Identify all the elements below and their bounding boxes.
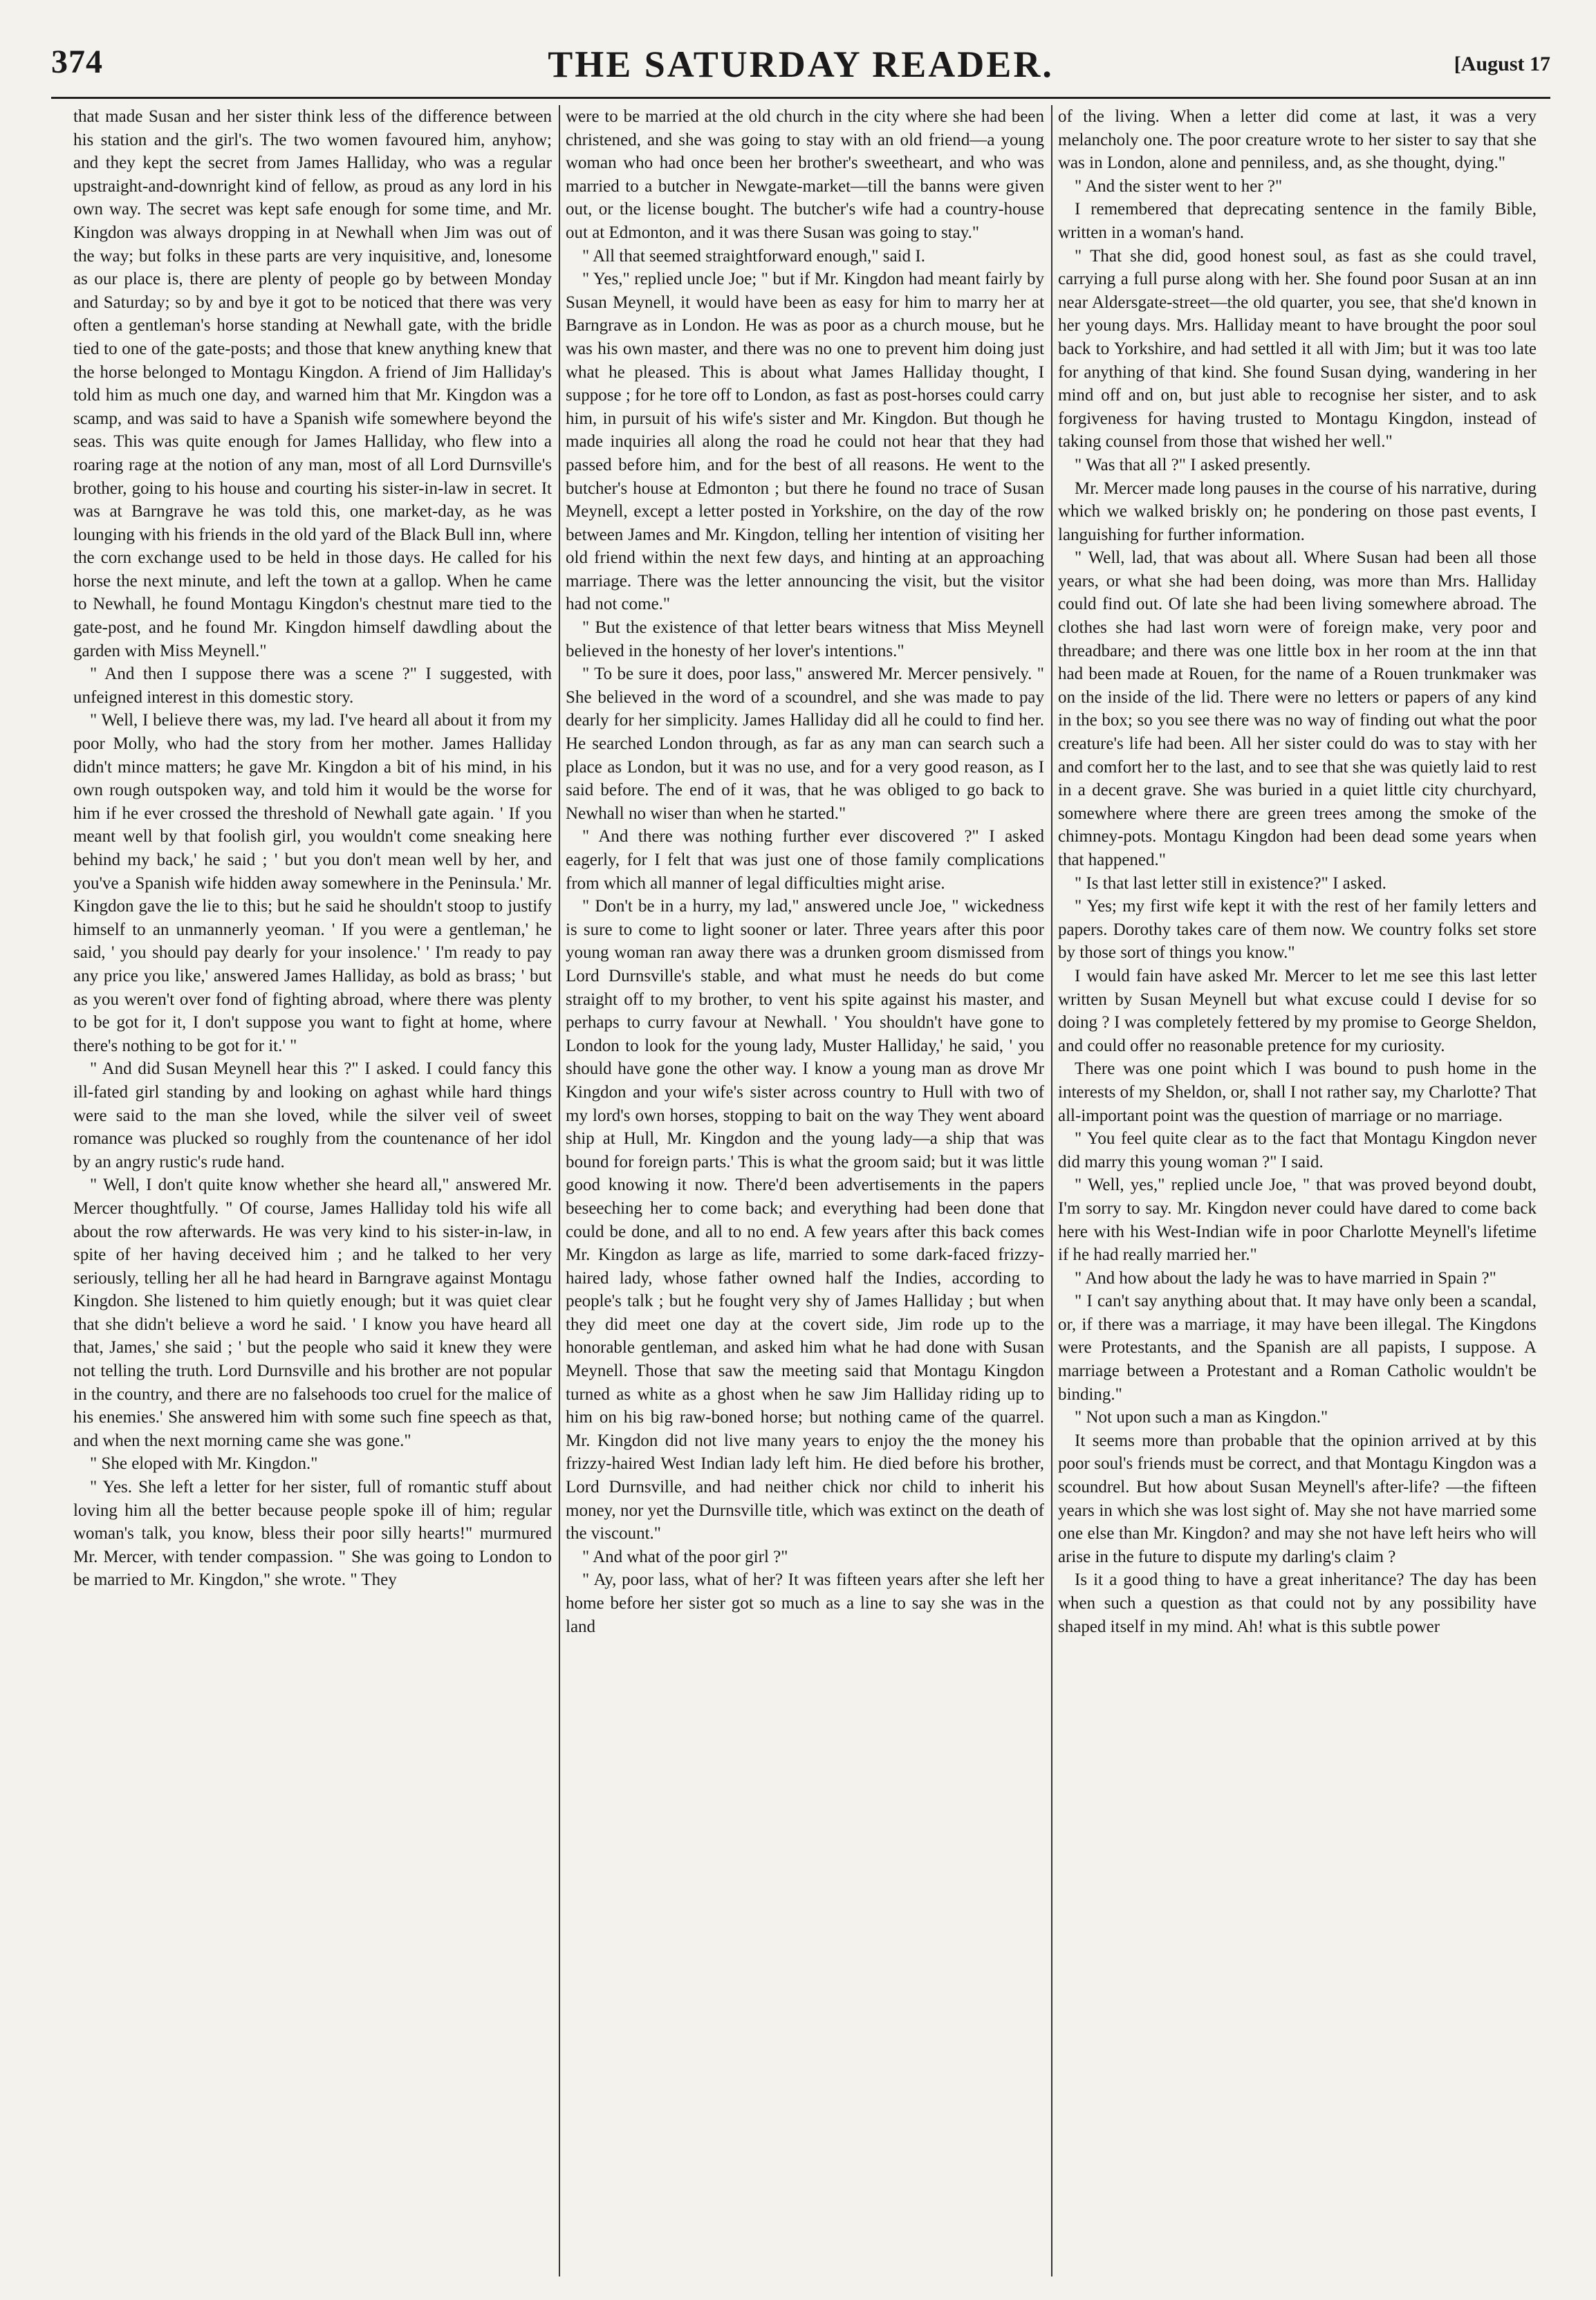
paragraph: " Well, I don't quite know whether she heard all," answered Mr. Mercer thoughtfully. " Of course, James Halliday told his wife all about the row afterwards. He was very kind to his sister-in-law, in spite of her having deceived him ; and he talked to her very seriously, telling her all he had heard in Barngrave against Montagu Kingdon. She listened to him quietly enough; but it was quiet clear that she didn't believe a word he said. ' I know you have heard all that, James,' she said ; ' but the people who said it knew they were not telling the truth. Lord Durnsville and his brother are not popular in the country, and there are no falsehoods too cruel for the malice of his enemies.' She answered him with some such fine speech as that, and when the next morning came she was gone." xyxy=(73,1176,552,1450)
text-column-2 xyxy=(566,105,1044,2276)
paragraph: " And then I suppose there was a scene ?" I suggested, with unfeigned interest in this domestic story. xyxy=(73,665,552,707)
page-number: 374 xyxy=(51,44,103,80)
paragraph: " And there was nothing further ever discovered ?" I asked eagerly, for I felt that was just one of those family complications from which all manner of legal difficulties might arise. xyxy=(566,827,1044,893)
paragraph: Mr. Mercer made long pauses in the course of his narrative, during which we walked briskly on; he pondering on those past events, I languishing for further information. xyxy=(1058,479,1537,544)
paragraph: Is it a good thing to have a great inheritance? The day has been when such a question as that could not by any possibility have shaped itself in my mind. Ah! what is this subtle power xyxy=(1058,1570,1537,1636)
paragraph: " Was that all ?" I asked presently. xyxy=(1075,455,1311,474)
publication-title: THE SATURDAY READER. xyxy=(548,44,1054,85)
paragraph: were to be married at the old church in the city where she had been christened, and she was going to stay with an old friend—a young woman who had once been her brother's sweetheart, and who was married to a butcher in Newgate-market—till the banns were given out, or the license bought. The butcher's wife had a country-house out at Edmonton, and it was there Susan was going to stay." xyxy=(566,107,1044,242)
paragraph: " And the sister went to her ?" xyxy=(1075,176,1283,196)
paragraph: " Don't be in a hurry, my lad," answered uncle Joe, " wickedness is sure to come to light sooner or later. Three years after this poor young woman ran away there was a drunken groom dismissed from Lord Durnsville's stable, and what must he needs do but come straight off to my brother, to vent his spite against his master, and perhaps to curry favour at Newhall. ' You shouldn't have gone to London to look for the young lady, Muster Halliday,' he said, ' you should have gone the other way. I know a young man as drove Mr Kingdon and your wife's sister across country to Hull with two of my lord's own horses, stopping to bait on the way They went aboard ship at Hull, Mr. Kingdon and the young lady—a ship that was bound for foreign parts.' This is what the groom said; but it was little good knowing it now. There'd been advertisements in the papers beseeching her to come back; and everything had been done that could be done, and all to no end. A few years after this back comes Mr. Kingdon as large as life, married to some dark-faced frizzy-haired lady, whose father owned half the Indies, according to people's talk ; but he fought very shy of James Halliday ; but when they did meet one day at the covert side, Jim rode up to the honorable gentleman, and asked him what he had done with Susan Meynell. Those that saw the meeting said that Montagu Kingdon turned as white as a ghost when he saw Jim Halliday riding up to him on his big raw-boned horse; but nothing came of the quarrel. Mr. Kingdon did not live many years to enjoy the the money his frizzy-haired West Indian lady left him. He died before his brother, Lord Durnsville, and had neither chick nor child to inherit his money, nor yet the Durnsville title, which was extinct on the death of the viscount." xyxy=(566,897,1044,1543)
text-column-3 xyxy=(1058,105,1537,2276)
paragraph: " Ay, poor lass, what of her? It was fifteen years after she left her home before her sister got so much as a line to say she was in the land xyxy=(566,1570,1044,1636)
paragraph: " Well, yes," replied uncle Joe, " that was proved beyond doubt, I'm sorry to say. Mr. Kingdon never could have dared to come back here with his West-Indian wife in poor Charlotte Meynell's lifetime if he had really married her." xyxy=(1058,1176,1537,1265)
paragraph: of the living. When a letter did come at last, it was a very melancholy one. The poor creature wrote to her sister to say that she was in London, alone and penniless, and, as she thought, dying." xyxy=(1058,107,1537,173)
paragraph: " And how about the lady he was to have married in Spain ?" xyxy=(1075,1268,1496,1288)
paragraph: that made Susan and her sister think less of the difference between his station and the girl's. The two women favoured him, anyhow; and they kept the secret from James Halliday, who was a regular upstraight-and-downright kind of fellow, as proud as any lord in his own way. The secret was kept safe enough for some time, and Mr. Kingdon was always dropping in at Newhall when Jim was out of the way; but folks in these parts are very inquisitive, and, lonesome as our place is, there are plenty of people go by between Monday and Saturday; so by and bye it got to be noticed that there was very often a gentleman's horse standing at Newhall gate, with the bridle tied to one of the gate-posts; and those that knew anything knew that the horse belonged to Montagu Kingdon. A friend of Jim Halliday's told him as much one day, and warned him that Mr. Kingdon was a scamp, and was said to have a Spanish wife somewhere beyond the seas. This was quite enough for James Halliday, who flew into a roaring rage at the notion of any man, most of all Lord Durnsville's brother, going to his house and courting his sister-in-law in secret. It was at Barngrave he was told this, one market-day, as he was lounging with his friends in the old yard of the Black Bull inn, where the corn exchange used to be held in those days. He called for his horse the next minute, and left the town at a gallop. When he came to Newhall, he found Montagu Kingdon's chestnut mare tied to the gate-post, and he found Mr. Kingdon himself dawdling about the garden with Miss Meynell." xyxy=(73,107,552,660)
paragraph: " Yes. She left a letter for her sister, full of romantic stuff about loving him all the better because people spoke ill of him; regular woman's talk, you know, bless their poor silly hearts!" murmured Mr. Mercer, with tender compassion. " She was going to London to be married to Mr. Kingdon," she wrote. " They xyxy=(73,1478,552,1590)
paragraph: " Well, lad, that was about all. Where Susan had been all those years, or what she had been doing, was more than Mrs. Halliday could find out. Of late she had been living somewhere abroad. The clothes she had last worn were of foreign make, very poor and threadbare; and there was one little box in her room at the inn that had been made at Rouen, for the name of a Rouen trunkmaker was on the inside of the lid. There were no letters or papers of any kind in the box; so you see there was no way of finding out what the poor creature's life had been. All her sister could do was to stay with her and comfort her to the last, and to see that she was quietly laid to rest in a decent grave. She was buried in a quiet little city churchyard, somewhere where there are green trees among the smoke of the chimney-pots. Montagu Kingdon had been dead some years when that happened." xyxy=(1058,548,1537,869)
paragraph: " But the existence of that letter bears witness that Miss Meynell believed in the honesty of her lover's intentions." xyxy=(566,618,1044,660)
paragraph: It seems more than probable that the opinion arrived at by this poor soul's friends must be correct, and that Montagu Kingdon was a scoundrel. But how about Susan Meynell's after-life? —the fifteen years in which she was lost sight of. May she not have married some one else than Mr. Kingdon? and may she not have left heirs who will arise in the future to dispute my darling's claim ? xyxy=(1058,1431,1537,1566)
paragraph: " Not upon such a man as Kingdon." xyxy=(1075,1408,1328,1427)
paragraph: " You feel quite clear as to the fact that Montagu Kingdon never did marry this young woman ?" I said. xyxy=(1058,1129,1537,1171)
paragraph: " And did Susan Meynell hear this ?" I asked. I could fancy this ill-fated girl standing by and looking on aghast while hard things were said to the man she loved, while the silver veil of sweet romance was plucked so roughly from the countenance of her idol by an angry rustic's rude hand. xyxy=(73,1059,552,1171)
paragraph: " All that seemed straightforward enough," said I. xyxy=(582,246,925,266)
paragraph: " Yes," replied uncle Joe; " but if Mr. Kingdon had meant fairly by Susan Meynell, it would have been as easy for him to marry her at Barngrave as in London. He was as poor as a church mouse, but he was his own master, and there was no one to prevent him doing just what he pleased. This is about what James Halliday thought, I suppose ; for he tore off to London, as fast as post-horses could carry him, in pursuit of his wife's sister and Mr. Kingdon. But though he made inquiries all along the road he could not hear that they had passed before him, and for the best of all reasons. He went to the butcher's house at Edmonton ; but there he found no trace of Susan Meynell, except a letter posted in Yorkshire, on the day of the row between James and Mr. Kingdon, telling her intention of visiting her old friend within the next few days, and hinting at an approaching marriage. There was the letter announcing the visit, but the visitor had not come." xyxy=(566,270,1044,614)
paragraph: There was one point which I was bound to push home in the interests of my Sheldon, or, shall I not rather say, my Charlotte? That all-important point was the question of marriage or no marriage. xyxy=(1058,1059,1537,1125)
paragraph: " I can't say anything about that. It may have only been a scandal, or, if there was a marriage, it may have been illegal. The Kingdons were Protestants, and the Spanish are all papists, I suppose. A marriage between a Protestant and a Roman Catholic wouldn't be binding." xyxy=(1058,1292,1537,1404)
column-divider xyxy=(559,105,560,2276)
header-rule xyxy=(51,97,1550,99)
paragraph: " That she did, good honest soul, as fast as she could travel, carrying a full purse along with her. She found poor Susan at an inn near Aldersgate-street—the old quarter, you see, that she'd known in her young days. Mrs. Halliday meant to have brought the poor soul back to Yorkshire, and had settled it all with Jim; but it was too late for anything of that kind. She found Susan dying, wandering in her mind off and on, but just able to recognise her sister, and to ask forgiveness for having trusted to Montagu Kingdon, instead of taking counsel from those that wished her well." xyxy=(1058,246,1537,452)
paragraph: " Yes; my first wife kept it with the rest of her family letters and papers. Dorothy takes care of them now. We country folks set store by those sort of things you know." xyxy=(1058,897,1537,963)
paragraph: I would fain have asked Mr. Mercer to let me see this last letter written by Susan Meynell but what excuse could I devise for so doing ? I was completely fettered by my promise to George Sheldon, and could offer no reasonable pretence for my curiosity. xyxy=(1058,966,1537,1055)
paragraph: " Is that last letter still in existence?" I asked. xyxy=(1075,873,1386,893)
page-header xyxy=(51,43,1550,91)
paragraph: " To be sure it does, poor lass," answered Mr. Mercer pensively. " She believed in the word of a scoundrel, and she was made to pay dearly for her simplicity. James Halliday did all he could to find her. He searched London through, as far as any man can search such a place as London, but it was no use, and for a very good reason, as I said before. The end of it was, that he was obliged to go back to Newhall no wiser than when he started." xyxy=(566,665,1044,823)
column-divider xyxy=(1051,105,1052,2276)
text-column-1 xyxy=(73,105,552,2276)
paragraph: " Well, I believe there was, my lad. I've heard all about it from my poor Molly, who had the story from her mother. James Halliday didn't mince matters; he gave Mr. Kingdon a bit of his mind, in his own rough outspoken way, and told him it would be the worse for him if he ever crossed the threshold of Newhall gate again. ' If you meant well by that foolish girl, you wouldn't come sneaking here behind my back,' he said ; ' but you don't mean well by her, and you've a Spanish wife hidden away somewhere in the Peninsula.' Mr. Kingdon gave the lie to this; but he said he shouldn't stoop to justify himself to an unmannerly yeoman. ' If you were a gentleman,' he said, ' you should pay dearly for your insolence.' ' I'm ready to pay any price you like,' answered James Halliday, as bold as brass; ' but as you weren't over fond of fighting abroad, where there was plenty to be got for it, I don't suppose you want to fight at home, where there's nothing to be got for it.' " xyxy=(73,711,552,1055)
paragraph: " And what of the poor girl ?" xyxy=(582,1547,788,1566)
paragraph: " She eloped with Mr. Kingdon." xyxy=(90,1454,318,1474)
issue-date: [August 17 xyxy=(1454,53,1550,75)
paragraph: I remembered that deprecating sentence in the family Bible, written in a woman's hand. xyxy=(1058,200,1537,242)
